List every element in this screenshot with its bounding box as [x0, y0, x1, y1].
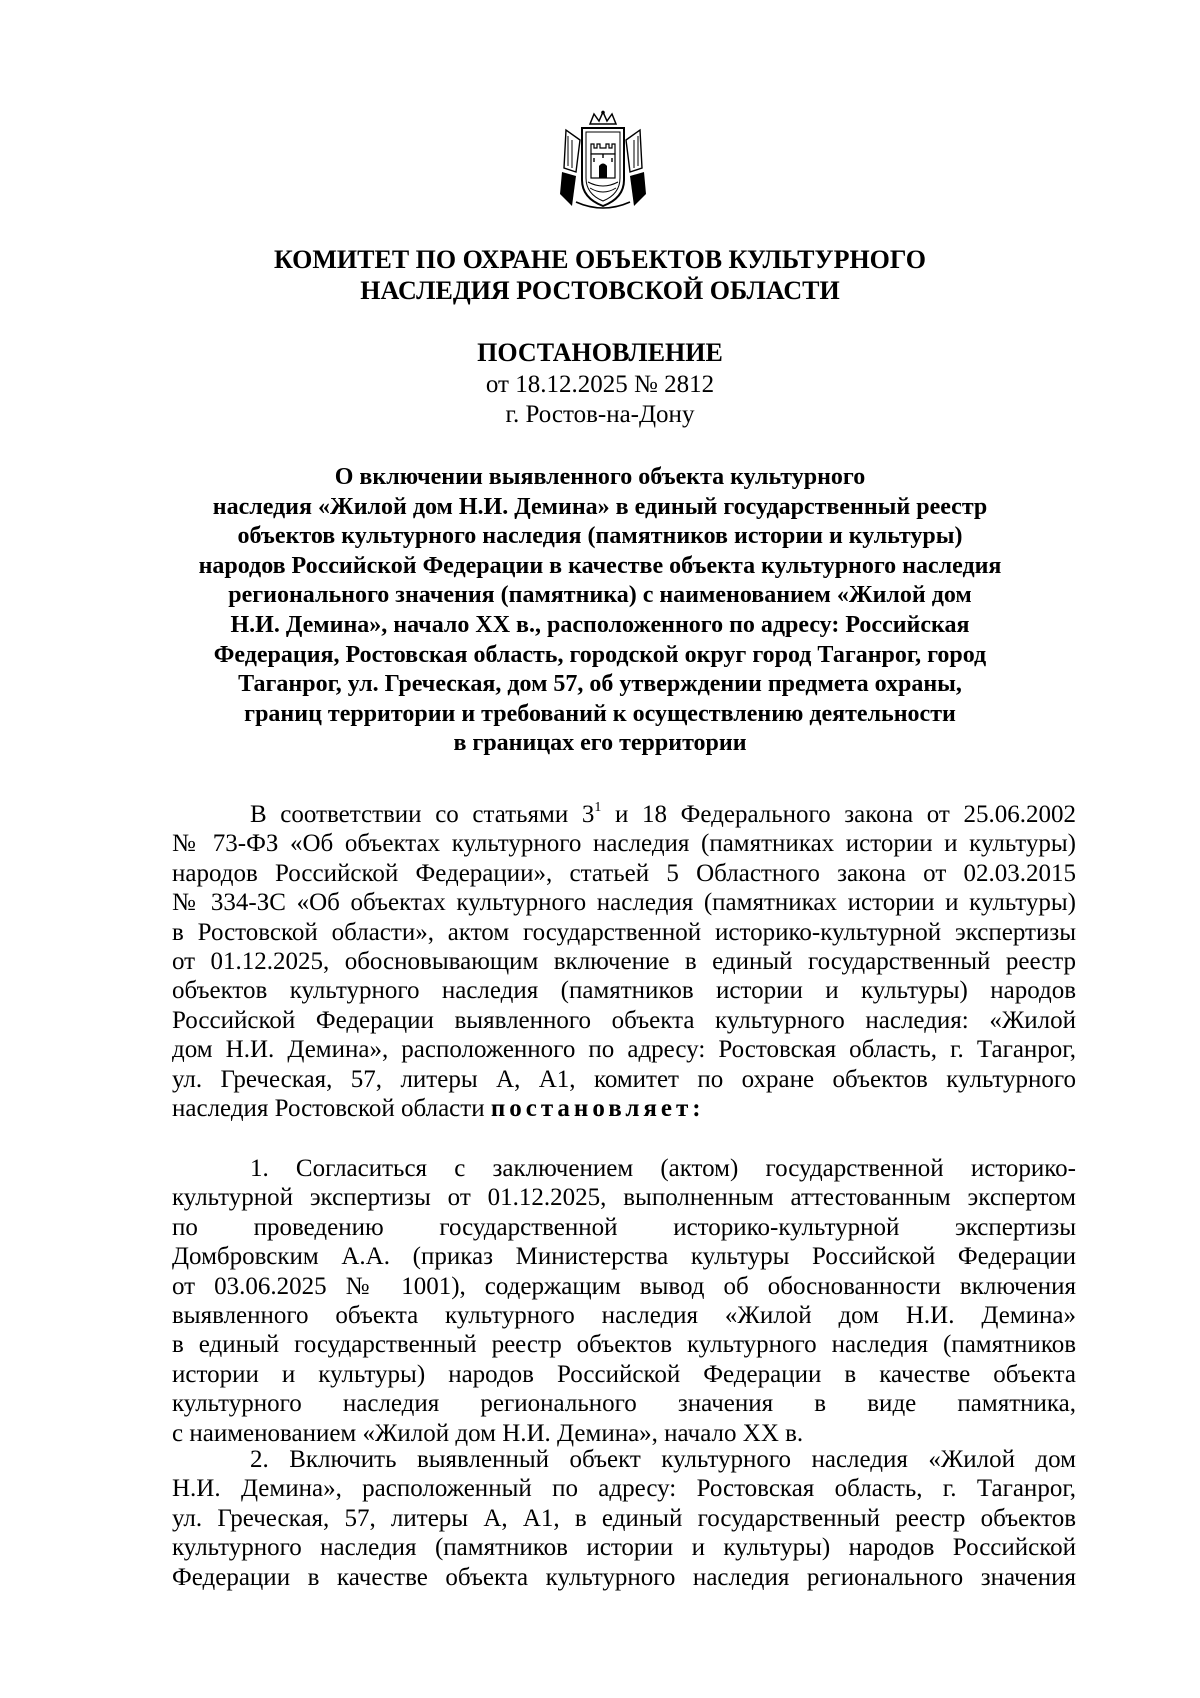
paragraph-line: культурного наследия (памятников истории и культуры) народов Российской	[172, 1534, 1076, 1562]
paragraph-line: № 334-ЗС «Об объектах культурного наследия (памятниках истории и культуры)	[172, 889, 1076, 917]
paragraph-line: в Ростовской области», актом государственной историко-культурной экспертизы	[172, 918, 1076, 946]
paragraph-line: 2. Включить выявленный объект культурного наследия «Жилой дом	[250, 1446, 1076, 1473]
resolution-title-line: наследия «Жилой дом Н.И. Демина» в единый государственный реестр	[212, 493, 988, 520]
paragraph-line: ул. Греческая, 57, литеры А, А1, комитет по охране объектов культурного	[172, 1065, 1076, 1093]
resolution-item-1	[172, 1154, 1076, 1448]
paragraph-line: от 03.06.2025 № 1001), содержащим вывод об обоснованности включения	[172, 1272, 1076, 1300]
paragraph-line: культурной экспертизы от 01.12.2025, выполненным аттестованным экспертом	[172, 1184, 1076, 1212]
preamble-last-text: наследия Ростовской области	[172, 1094, 491, 1122]
resolution-title-line: границ территории и требований к осуществлению деятельности	[244, 700, 956, 727]
resolution-title-line: регионального значения (памятника) с наименованием «Жилой дом	[228, 582, 972, 609]
resolution-title-line: Н.И. Демина», начало XX в., расположенного по адресу: Российская	[230, 611, 970, 638]
document-type-title: ПОСТАНОВЛЕНИЕ	[477, 338, 723, 367]
paragraph-line: дом Н.И. Демина», расположенного по адресу: Ростовская область, г. Таганрог,	[172, 1036, 1076, 1064]
resolution-item-2	[172, 1445, 1076, 1592]
paragraph-line: ул. Греческая, 57, литеры А, А1, в единый государственный реестр объектов	[172, 1504, 1076, 1532]
paragraph-line: в единый государственный реестр объектов культурного наследия (памятников	[172, 1331, 1076, 1359]
paragraph-line: народов Российской Федерации», статьей 5 Областного закона от 02.03.2015	[172, 859, 1076, 887]
paragraph-line: Домбровским А.А. (приказ Министерства культуры Российской Федерации	[172, 1243, 1076, 1271]
paragraph-line: Российской Федерации выявленного объекта культурного наследия: «Жилой	[172, 1006, 1076, 1034]
paragraph-line	[172, 800, 1076, 829]
preamble-paragraph	[172, 800, 1076, 1123]
paragraph-line: культурного наследия регионального значения в виде памятника,	[172, 1390, 1076, 1418]
paragraph-line: Федерации в качестве объекта культурного наследия регионального значения	[172, 1563, 1076, 1591]
document-city: г. Ростов-на-Дону	[505, 401, 695, 428]
paragraph-line: по проведению государственной историко-культурной экспертизы	[172, 1213, 1076, 1241]
resolves-word: постановляет:	[490, 1094, 705, 1122]
organization-name-line-2: НАСЛЕДИЯ РОСТОВСКОЙ ОБЛАСТИ	[360, 276, 840, 305]
paragraph-line	[172, 1094, 1076, 1123]
resolution-title-line: О включении выявленного объекта культурного	[334, 464, 866, 490]
document-date-number: от 18.12.2025 № 2812	[485, 371, 715, 398]
paragraph-line: с наименованием «Жилой дом Н.И. Демина», начало XX в.	[172, 1419, 804, 1447]
paragraph-line: от 01.12.2025, обосновывающим включение в единый государственный реестр	[172, 947, 1076, 975]
paragraph-line: Н.И. Демина», расположенный по адресу: Ростовская область, г. Таганрог,	[172, 1475, 1076, 1503]
paragraph-line: № 73-ФЗ «Об объектах культурного наследия (памятниках истории и культуры)	[172, 830, 1076, 858]
article-superscript: 1	[594, 800, 602, 815]
rostov-oblast-coat-of-arms-icon	[558, 110, 648, 214]
resolution-title-line: объектов культурного наследия (памятников истории и культуры)	[237, 523, 963, 550]
paragraph-line: объектов культурного наследия (памятников истории и культуры) народов	[172, 977, 1076, 1005]
resolution-title	[150, 463, 1050, 759]
preamble-text-start: В соответствии со статьями 3	[250, 801, 595, 828]
resolution-title-line: в границах его территории	[453, 730, 747, 757]
paragraph-line: 1. Согласиться с заключением (актом) государственной историко-	[250, 1155, 1076, 1182]
paragraph-line: истории и культуры) народов Российской Федерации в качестве объекта	[172, 1360, 1076, 1388]
resolution-title-line: народов Российской Федерации в качестве объекта культурного наследия	[198, 552, 1002, 579]
preamble-text-end: и 18 Федерального закона от 25.06.2002	[601, 801, 1076, 828]
paragraph-line: выявленного объекта культурного наследия «Жилой дом Н.И. Демина»	[172, 1301, 1076, 1329]
organization-name-line-1: КОМИТЕТ ПО ОХРАНЕ ОБЪЕКТОВ КУЛЬТУРНОГО	[273, 245, 927, 274]
resolution-title-line: Федерация, Ростовская область, городской округ город Таганрог, город	[213, 641, 987, 668]
resolution-title-line: Таганрог, ул. Греческая, дом 57, об утверждении предмета охраны,	[238, 671, 962, 698]
